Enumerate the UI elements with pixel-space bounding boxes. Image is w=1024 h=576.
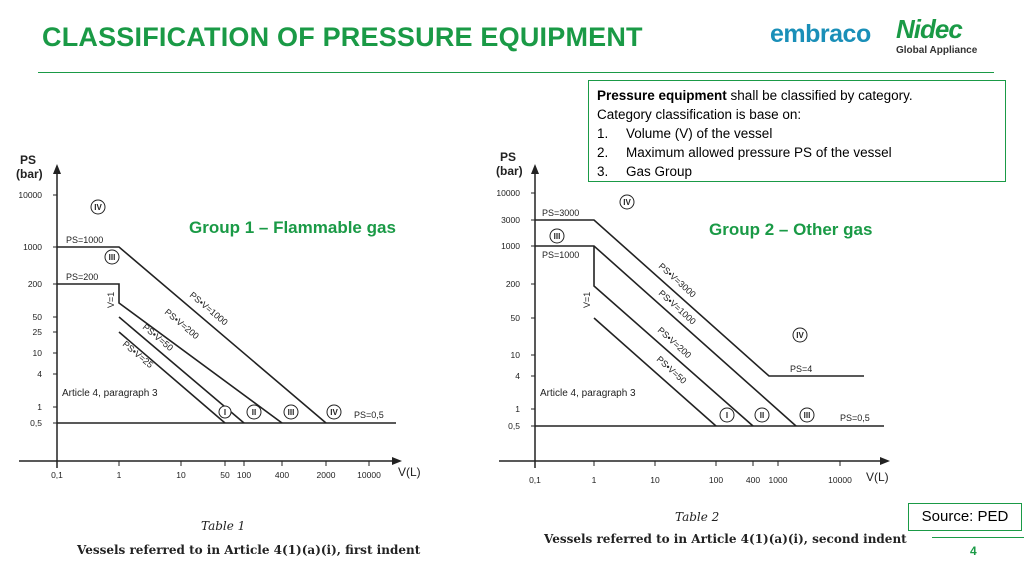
category-label: II [759, 411, 765, 420]
category-label: I [223, 408, 227, 417]
table2-description: Vessels referred to in Article 4(1)(a)(i), second indent [544, 532, 907, 546]
y-tick: 1000 [23, 242, 42, 252]
x-tick: 0,1 [529, 475, 541, 485]
criteria-num: 1. [597, 126, 609, 141]
info-lead-line [597, 86, 997, 105]
x-tick: 100 [708, 475, 724, 485]
x-axis-label: V(L) [398, 465, 421, 479]
embraco-logo: embraco [770, 20, 871, 48]
label-psv1000: PS•V=1000 [187, 289, 230, 328]
y-tick: 50 [32, 312, 42, 322]
x-tick: 1 [591, 475, 597, 485]
criteria-text: Volume (V) of the vessel [626, 126, 773, 141]
category-label: III [108, 253, 116, 262]
table2-chart [494, 148, 904, 488]
label-psv1000: PS•V=1000 [656, 288, 698, 327]
label-ps4: PS=4 [790, 364, 813, 374]
info-lead-rest: shall be classified by category. [726, 88, 913, 103]
category-label: IV [623, 198, 631, 207]
criteria-num: 2. [597, 145, 609, 160]
y-tick: 50 [510, 313, 520, 323]
page-number: 4 [970, 544, 977, 558]
y-axis-arrow [531, 164, 539, 174]
y-tick: 10 [510, 350, 520, 360]
info-lead-bold: Pressure equipment [597, 88, 727, 103]
table1-caption: Table 1 [201, 519, 246, 533]
page-title: CLASSIFICATION OF PRESSURE EQUIPMENT [42, 22, 643, 52]
x-tick: 1000 [768, 475, 788, 485]
label-ps3000: PS=3000 [542, 208, 580, 218]
x-axis-arrow [392, 457, 402, 465]
label-psv3000: PS•V=3000 [656, 261, 698, 300]
category-label: III [803, 411, 811, 420]
y-tick: 10 [32, 348, 42, 358]
label-psv50: PS•V=50 [654, 354, 689, 386]
category-label: IV [796, 331, 804, 340]
x-axis-arrow [880, 457, 890, 465]
category-label: III [287, 408, 295, 417]
x-tick: 1 [116, 470, 122, 480]
x-tick: 10 [176, 470, 186, 480]
article4-label: Article 4, paragraph 3 [540, 388, 636, 399]
article4-label: Article 4, paragraph 3 [62, 388, 158, 399]
x-tick: 10000 [828, 475, 852, 485]
x-tick: 2000 [316, 470, 336, 480]
table2-caption: Table 2 [675, 510, 720, 524]
x-tick: 100 [236, 470, 252, 480]
y-tick: 200 [505, 279, 520, 289]
title-divider [38, 72, 994, 73]
y-tick: 1000 [501, 241, 520, 251]
y-tick: 1 [37, 402, 42, 412]
x-tick: 50 [220, 470, 230, 480]
y-axis-label: PS [20, 153, 37, 167]
y-axis-label: (bar) [16, 167, 43, 181]
criteria-item [597, 124, 997, 143]
y-axis-label: (bar) [496, 164, 523, 178]
category-label: II [251, 408, 257, 417]
y-tick: 25 [32, 327, 42, 337]
y-tick: 4 [515, 371, 520, 381]
label-ps200: PS=200 [66, 272, 99, 282]
criteria-text: Gas Group [626, 164, 693, 179]
category-label: I [725, 411, 729, 420]
label-ps1000: PS=1000 [66, 235, 104, 245]
y-tick: 10000 [18, 190, 42, 200]
info-line-2: Category classification is base on: [597, 107, 802, 122]
label-ps1000: PS=1000 [542, 250, 580, 260]
global-appliance-label: Global Appliance [896, 45, 978, 56]
y-tick: 3000 [501, 215, 520, 225]
source-box: Source: PED [908, 503, 1022, 531]
y-tick: 200 [27, 279, 42, 289]
label-ps05: PS=0,5 [840, 413, 870, 423]
x-tick: 0,1 [51, 470, 63, 480]
label-psv25: PS•V=25 [120, 338, 156, 370]
table1-description: Vessels referred to in Article 4(1)(a)(i), first indent [77, 543, 421, 557]
table1-chart [14, 148, 424, 488]
category-label: IV [94, 203, 102, 212]
y-axis-label: PS [500, 150, 517, 164]
category-label: IV [330, 408, 338, 417]
label-v1: V=1 [582, 291, 592, 308]
nidec-logo: Nidec [896, 14, 962, 44]
y-tick: 4 [37, 369, 42, 379]
label-psv200: PS•V=200 [162, 306, 201, 342]
x-axis-label: V(L) [866, 470, 889, 484]
label-v1: V=1 [106, 291, 116, 308]
y-tick: 0,5 [508, 421, 520, 431]
label-ps05: PS=0,5 [354, 410, 384, 420]
x-tick: 10 [650, 475, 660, 485]
group2-label: Group 2 – Other gas [709, 220, 873, 239]
footer-divider [932, 537, 1024, 538]
boundary-psv50 [594, 318, 716, 426]
y-axis-arrow [53, 164, 61, 174]
label-psv50: PS•V=50 [140, 321, 176, 353]
label-psv200: PS•V=200 [655, 325, 694, 361]
y-tick: 0,5 [30, 418, 42, 428]
x-tick: 400 [745, 475, 761, 485]
boundary-ps200-v1-psv200 [57, 284, 282, 423]
criteria-text: Maximum allowed pressure PS of the vessel [626, 145, 892, 160]
group1-label: Group 1 – Flammable gas [189, 218, 396, 237]
x-tick: 10000 [357, 470, 381, 480]
y-tick: 1 [515, 404, 520, 414]
category-label: III [553, 232, 561, 241]
x-tick: 400 [274, 470, 290, 480]
criteria-num: 3. [597, 164, 609, 179]
y-tick: 10000 [496, 188, 520, 198]
